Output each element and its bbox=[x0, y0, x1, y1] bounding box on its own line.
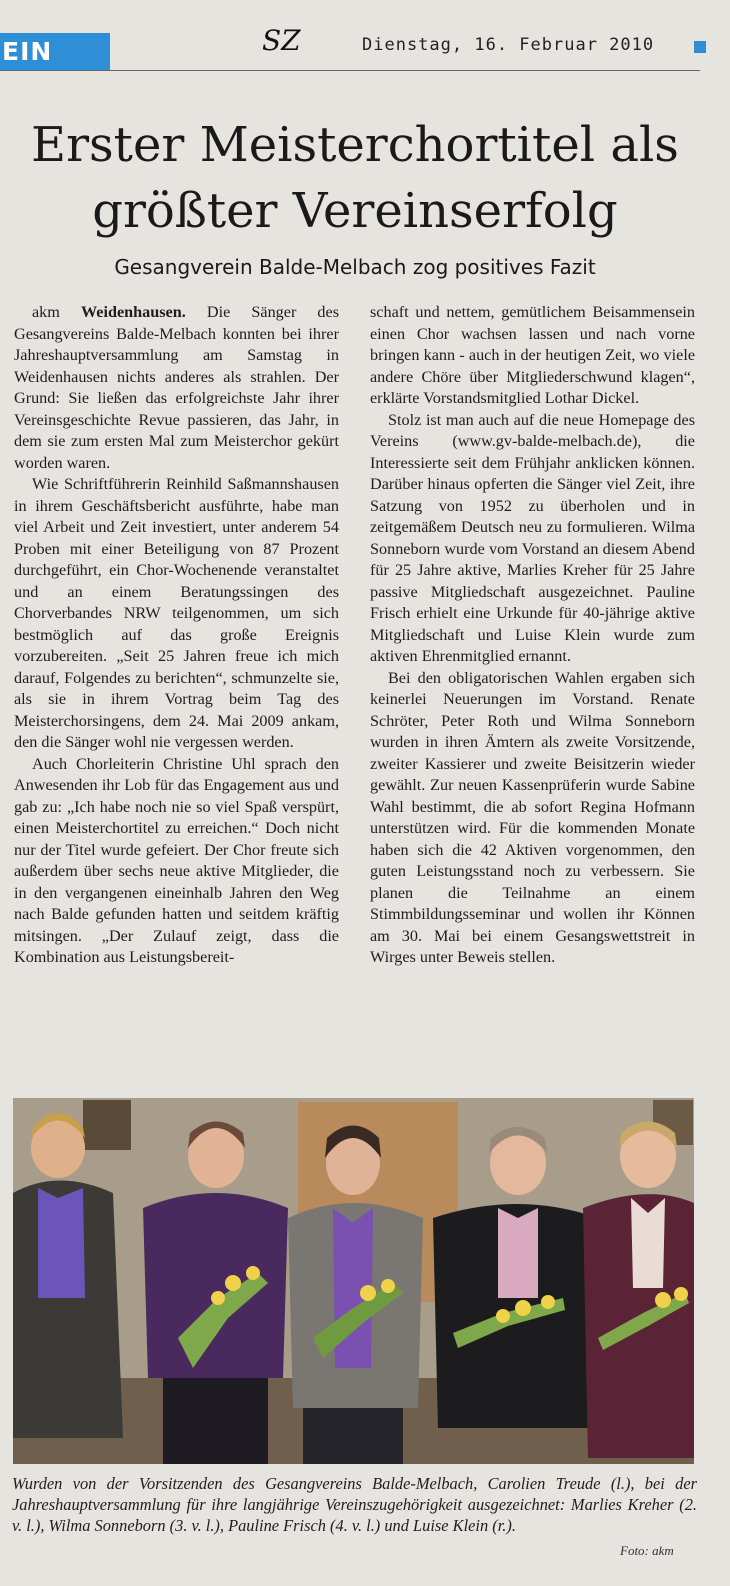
article-column-right bbox=[370, 302, 695, 1092]
photo-frame bbox=[83, 1100, 131, 1150]
paragraph bbox=[14, 302, 339, 474]
paragraph: Stolz ist man auch auf die neue Homepage des Vereins (www.gv-balde-melbach.de), die Interessierte seit dem Frühjahr anklicken können. Darüber hinaus opferten die Sänger viel Zeit, ihre Satzung von 1952 zu überholen und in zeitgemäßem Deutsch neu zu formulieren. Wilma Sonneborn wurde vom Vorstand an diesem Abend für 25 Jahre aktive, Marlies Kreher für 25 Jahre passive Mitgliedschaft ausgezeichnet. Pauline Frisch erhielt eine Urkunde für 40-jährige aktive Mitgliedschaft und Luise Klein wurde zum aktiven Ehrenmitglied ernannt. bbox=[370, 410, 695, 665]
paragraph: Wie Schriftführerin Reinhild Saßmannshausen in ihrem Geschäftsbericht ausführte, habe man viel Arbeit und Zeit investiert, unter anderem 54 Proben mit einer Beteiligung von 87 Prozent durchgeführt, ein Chor-Wochenende veranstaltet und an einem Beratungssingen des Chorverbandes NRW teilgenommen, um sich bestmöglich auf das große Ereignis vorzubereiten. „Seit 25 Jahren freue ich mich darauf, Folgendes zu berichten“, schmunzelte sie, als sie in ihrem Vortrag beim Tag des Meisterchorsingens, dem 24. Mai 2009 ankam, den die Sänger wohl nie vergessen werden. bbox=[14, 475, 339, 751]
headline-line-2: größter Vereinserfolg bbox=[92, 183, 618, 239]
headline bbox=[10, 112, 700, 244]
photo-credit: Foto: akm bbox=[620, 1543, 674, 1558]
photo-caption: Wurden von der Vorsitzenden des Gesangvereins Balde-Melbach, Carolien Treude (l.), bei der Jahreshauptversammlung für ihre langjährige Vereinszugehörigkeit ausgezeichnet: Marlies Kreher (2. v. l.), Wilma Sonneborn (3. v. l.), Pauline Frisch (4. v. l.) und Luise Klein (r.). bbox=[12, 1474, 697, 1535]
header-rule bbox=[0, 70, 700, 71]
subheadline: Gesangverein Balde-Melbach zog positives Fazit bbox=[114, 255, 596, 279]
paragraph: Bei den obligatorischen Wahlen ergaben sich keinerlei Neuerungen im Vorstand. Renate Schröter, Peter Roth und Wilma Sonneborn wurden in ihren Ämtern als zweite Vorsitzende, zweiter Kassierer und zweite Beisitzerin wieder gewählt. Zur neuen Kassenprüferin wurde Sabine Wahl bestimmt, die ab sofort Regina Hofmann unterstützen wird. Für die kommenden Monate haben sich die 42 Aktiven vorgenommen, den guten Leistungsstand noch zu verbessern. Sie planen die Teilnahme an einem Stimmbildungsseminar und wollen ihr Können am 30. Mai bei einem Gesangswettstreit in Wirges unter Beweis stellen. bbox=[370, 668, 695, 966]
issue-date: Dienstag, 16. Februar 2010 bbox=[362, 35, 655, 55]
header-accent-square bbox=[694, 41, 706, 53]
dateline: Weidenhausen. bbox=[80, 303, 186, 321]
group-photo bbox=[13, 1098, 694, 1464]
paragraph: Auch Chorleiterin Christine Uhl sprach den Anwesenden ihr Lob für das Engagement aus und gab zu: „Ich habe noch nie so viel Spaß verspürt, einen Meisterchortitel zu erreichen.“ Doch nicht nur der Titel wurde gefeiert. Der Chor freute sich außerdem über sechs neue aktive Mitglieder, die in den vergangenen eineinhalb Jahren den Weg nach Balde gefunden hatten und seitdem kräftig mitsingen. „Der Zulauf zeigt, dass die Kombination aus Leistungsbereit- bbox=[14, 754, 339, 966]
paragraph-text: Die Sänger des Gesangvereins Balde-Melbach konnten bei ihrer Jahreshauptversammlung am Samstag in Weidenhausen nichts anderes als strahlen. Der Grund: Sie ließen das erfolgreichste Jahr ihrer Vereinsgeschichte Revue passieren, das Jahr, in dem sie zum ersten Mal zum Meisterchor gekürt worden waren. bbox=[14, 303, 339, 472]
headline-line-1: Erster Meisterchortitel als bbox=[31, 117, 679, 173]
paragraph: schaft und nettem, gemütlichem Beisammensein einen Chor wachsen lassen und nach vorne bringen kann - auch in der heutigen Zeit, wo viele andere Chöre über Mitgliederschwund klagen“, erklärte Vorstandsmitglied Lothar Dickel. bbox=[370, 303, 695, 407]
article-column-left bbox=[14, 302, 339, 1092]
group-photo-illustration bbox=[13, 1098, 694, 1464]
byline: akm bbox=[32, 303, 60, 321]
section-tab: EIN bbox=[0, 33, 110, 70]
handwritten-source-mark: SZ bbox=[262, 24, 301, 57]
